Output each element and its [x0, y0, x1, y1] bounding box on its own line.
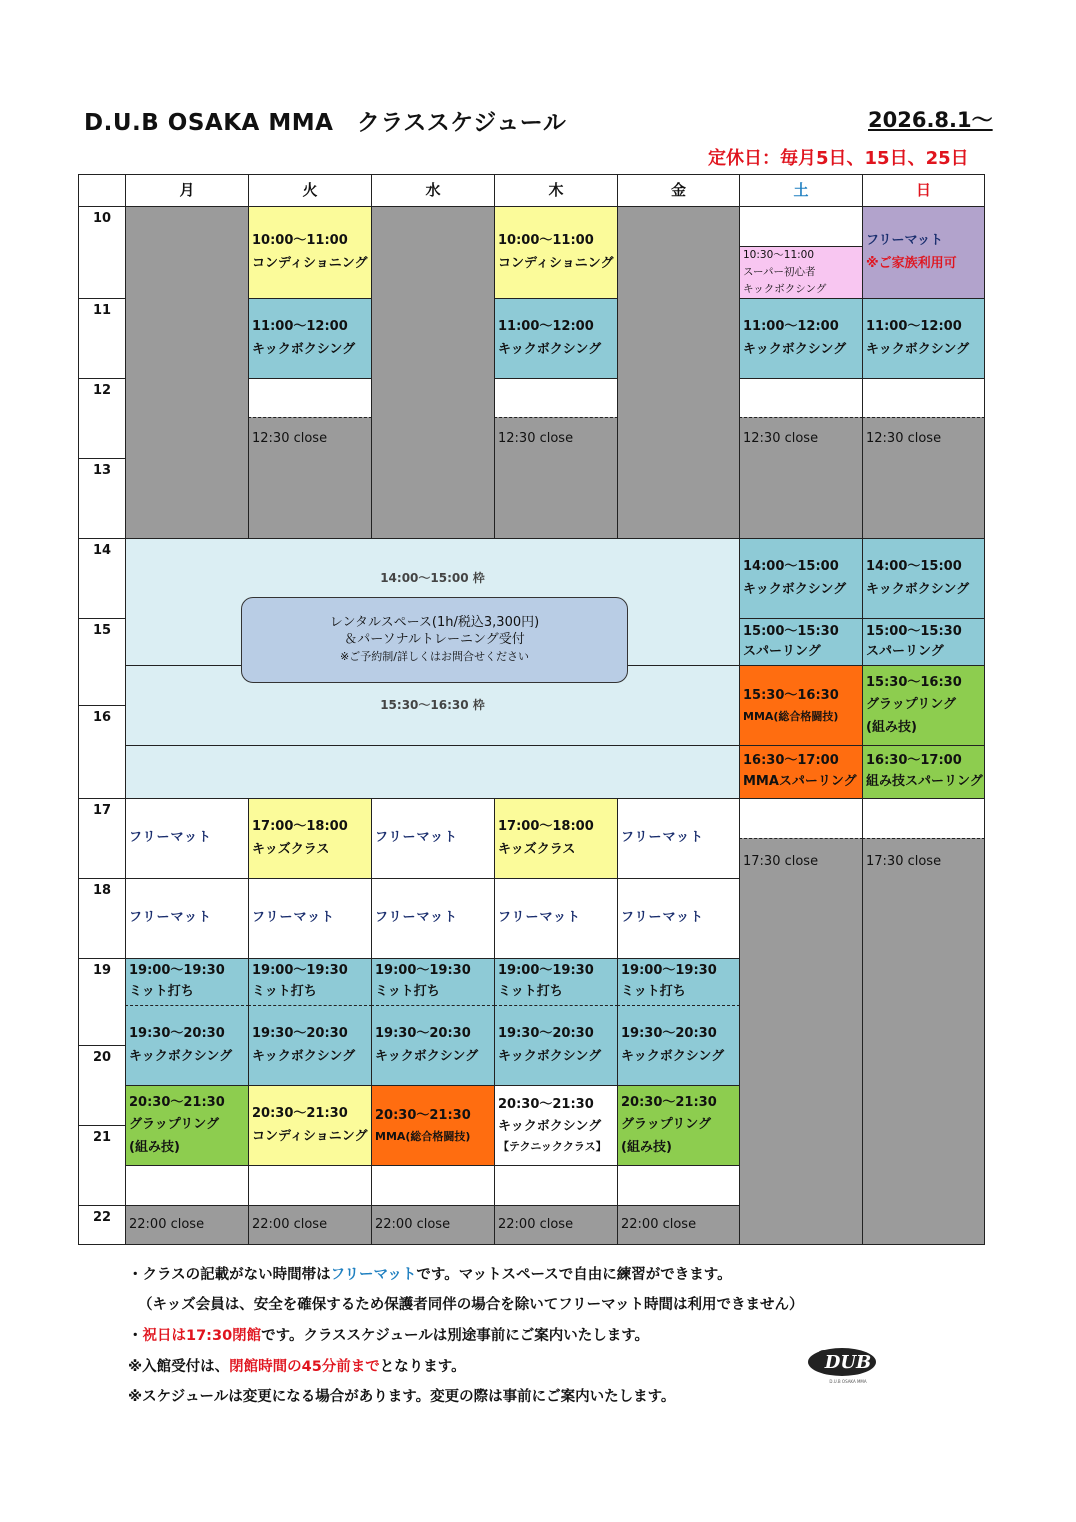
- class-kickboxing-wed-1930: 19:30～20:30 キックボクシング: [371, 1005, 495, 1086]
- class-mma-wed: 20:30～21:30 MMA(総合格闘技): [371, 1085, 495, 1166]
- class-kickboxing-sat-14: 14:00～15:00 キックボクシング: [739, 538, 863, 619]
- empty-slot: [125, 1165, 249, 1206]
- note-reception: ※入館受付は、閉館時間の45分前までとなります。: [128, 1359, 466, 1375]
- class-sparring-sat: 15:00～15:30 スパーリング: [739, 618, 863, 666]
- class-conditioning-tue: 10:00～11:00 コンディショニング: [248, 206, 372, 299]
- class-grappling-fri: 20:30～21:30 グラップリング (組み技): [617, 1085, 740, 1166]
- rental-line-2: ＆パーソナルトレーニング受付: [344, 632, 525, 647]
- class-kickboxing-mon-1930: 19:30～20:30 キックボクシング: [125, 1005, 249, 1086]
- class-grappling-sun: 15:30～16:30 グラップリング (組み技): [862, 665, 985, 746]
- note-holiday: ・祝日は17:30閉館です。クラススケジュールは別途事前にご案内いたします。: [128, 1328, 650, 1344]
- day-header-tue: 火: [248, 174, 372, 207]
- hour-label: 20: [78, 1045, 126, 1126]
- empty-slot: [862, 378, 985, 418]
- day-header-sat: 土: [739, 174, 863, 207]
- hour-label: 16: [78, 705, 126, 799]
- close-2200-thu: 22:00 close: [494, 1205, 618, 1245]
- hour-label: 11: [78, 298, 126, 379]
- close-block-tue: 12:30 close: [248, 417, 372, 539]
- day-header-mon: 月: [125, 174, 249, 207]
- note-kids: （キッズ会員は、安全を確保するため保護者同伴の場合を除いてフリーマット時間は利用できません）: [138, 1297, 804, 1313]
- empty-slot: [248, 1165, 372, 1206]
- close-2200-mon: 22:00 close: [125, 1205, 249, 1245]
- class-kickboxing-thu-1930: 19:30～20:30 キックボクシング: [494, 1005, 618, 1086]
- empty-slot: [248, 378, 372, 418]
- day-header-fri: 金: [617, 174, 740, 207]
- class-sparring-sun: 15:00～15:30 スパーリング: [862, 618, 985, 666]
- note-schedule-change: ※スケジュールは変更になる場合があります。変更の際は事前にご案内いたします。: [128, 1389, 676, 1405]
- class-kickboxing-fri-1930: 19:30～20:30 キックボクシング: [617, 1005, 740, 1086]
- holiday-notice: 定休日：毎月5日、15日、25日: [708, 148, 969, 169]
- free-mat-fri-18: フリーマット: [617, 878, 740, 959]
- closed-block-wed: [371, 206, 495, 539]
- close-block-sat-evening: 17:30 close: [739, 838, 863, 1245]
- class-mitt-tue: 19:00～19:30 ミット打ち: [248, 958, 372, 1006]
- hour-label: 22: [78, 1205, 126, 1245]
- class-mitt-wed: 19:00～19:30 ミット打ち: [371, 958, 495, 1006]
- empty-slot: [739, 206, 863, 247]
- rental-slot-label-1: 14:00～15:00 枠: [380, 571, 485, 585]
- class-kids-thu: 17:00～18:00 キッズクラス: [494, 798, 618, 879]
- free-mat-mon-18: フリーマット: [125, 878, 249, 959]
- page-title: D.U.B OSAKA MMA クラススケジュール: [84, 110, 567, 136]
- class-grappling-sparring-sun: 16:30～17:00 組み技スパーリング: [862, 745, 985, 799]
- class-beginner-kickboxing-sat: 10:30～11:00 スーパー初心者 キックボクシング: [739, 246, 863, 299]
- hour-label: 17: [78, 798, 126, 879]
- class-kickboxing-technique-thu: 20:30～21:30 キックボクシング 【テクニッククラス】: [494, 1085, 618, 1166]
- rental-line-1: レンタルスペース(1h/税込3,300円): [329, 615, 540, 630]
- free-mat-thu-18: フリーマット: [494, 878, 618, 959]
- free-mat-wed-18: フリーマット: [371, 878, 495, 959]
- close-block-sun-evening: 17:30 close: [862, 838, 985, 1245]
- class-mitt-fri: 19:00～19:30 ミット打ち: [617, 958, 740, 1006]
- rental-slot-label-2: 15:30～16:30 枠: [380, 698, 485, 712]
- close-block-sat: 12:30 close: [739, 417, 863, 539]
- close-block-thu: 12:30 close: [494, 417, 618, 539]
- free-mat-wed-17: フリーマット: [371, 798, 495, 879]
- class-kickboxing-tue-1930: 19:30～20:30 キックボクシング: [248, 1005, 372, 1086]
- day-header-sun: 日: [862, 174, 985, 207]
- close-2200-wed: 22:00 close: [371, 1205, 495, 1245]
- class-conditioning-thu: 10:00～11:00 コンディショニング: [494, 206, 618, 299]
- class-kickboxing-sun: 11:00～12:00 キックボクシング: [862, 298, 985, 379]
- day-header-wed: 水: [371, 174, 495, 207]
- hour-label: 10: [78, 206, 126, 299]
- class-grappling-mon: 20:30～21:30 グラップリング (組み技): [125, 1085, 249, 1166]
- sun-free-mat-family: フリーマット ※ご家族利用可: [862, 206, 985, 299]
- hour-label: 13: [78, 458, 126, 539]
- close-2200-fri: 22:00 close: [617, 1205, 740, 1245]
- logo-subtext: D.U.B OSAKA MMA: [829, 1379, 867, 1384]
- closed-block-fri: [617, 206, 740, 539]
- hour-label: 19: [78, 958, 126, 1046]
- dub-logo: [804, 1340, 886, 1386]
- empty-slot: [494, 1165, 618, 1206]
- hour-label: 18: [78, 878, 126, 959]
- hour-label: 21: [78, 1125, 126, 1206]
- schedule-date: 2026.8.1～: [868, 108, 993, 132]
- day-header-thu: 木: [494, 174, 618, 207]
- class-kickboxing-tue: 11:00～12:00 キックボクシング: [248, 298, 372, 379]
- class-kickboxing-thu: 11:00～12:00 キックボクシング: [494, 298, 618, 379]
- rental-space-info: [241, 597, 628, 683]
- hour-label: 14: [78, 538, 126, 619]
- class-kickboxing-sat: 11:00～12:00 キックボクシング: [739, 298, 863, 379]
- header-corner: [78, 174, 126, 207]
- free-mat-mon-17: フリーマット: [125, 798, 249, 879]
- hour-label: 15: [78, 618, 126, 706]
- close-block-sun: 12:30 close: [862, 417, 985, 539]
- empty-slot: [862, 798, 985, 839]
- closed-block-mon: [125, 206, 249, 539]
- close-2200-tue: 22:00 close: [248, 1205, 372, 1245]
- class-mma-sparring-sat: 16:30～17:00 MMAスパーリング: [739, 745, 863, 799]
- empty-slot: [617, 1165, 740, 1206]
- empty-slot: [739, 798, 863, 839]
- class-mitt-thu: 19:00～19:30 ミット打ち: [494, 958, 618, 1006]
- logo-text: DUB: [824, 1352, 872, 1373]
- empty-slot: [739, 378, 863, 418]
- class-kickboxing-sun-14: 14:00～15:00 キックボクシング: [862, 538, 985, 619]
- free-mat-fri-17: フリーマット: [617, 798, 740, 879]
- rental-line-3: ※ご予約制/詳しくはお問合せください: [340, 650, 529, 663]
- class-kids-tue: 17:00～18:00 キッズクラス: [248, 798, 372, 879]
- class-mitt-mon: 19:00～19:30 ミット打ち: [125, 958, 249, 1006]
- free-mat-tue-18: フリーマット: [248, 878, 372, 959]
- hour-label: 12: [78, 378, 126, 459]
- class-conditioning-tue-2030: 20:30～21:30 コンディショニング: [248, 1085, 372, 1166]
- class-mma-sat: 15:30～16:30 MMA(総合格闘技): [739, 665, 863, 746]
- note-free-mat: ・クラスの記載がない時間帯はフリーマットです。マットスペースで自由に練習ができます。: [128, 1267, 732, 1283]
- empty-slot: [371, 1165, 495, 1206]
- empty-slot: [494, 378, 618, 418]
- rental-slot-3: [125, 745, 740, 799]
